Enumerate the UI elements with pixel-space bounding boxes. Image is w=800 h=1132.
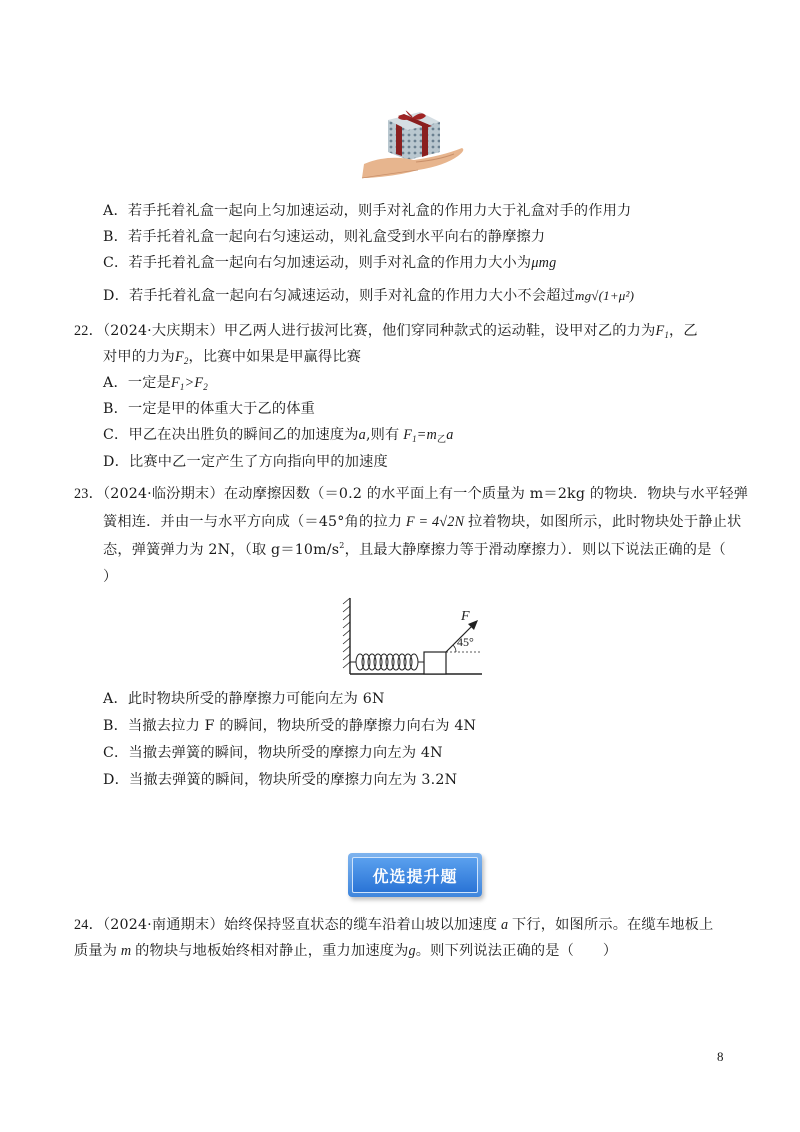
wall-hatching (343, 598, 350, 668)
block (424, 652, 446, 674)
q23-option-b: B．当撤去拉力 F 的瞬间，物块所受的静摩擦力向右为 4N (103, 718, 477, 734)
formula-mu-mg: μmg (531, 255, 557, 271)
q24-stem-line1: 24．（2024·南通期末）始终保持竖直状态的缆车沿着山坡以加速度 a 下行，如图所示。在缆车地板上 (74, 917, 714, 933)
q21-option-c: C．若手托着礼盒一起向右匀加速运动，则手对礼盒的作用力大小为μmg (103, 255, 557, 271)
q22-option-b: B．一定是甲的体重大于乙的体重 (103, 401, 316, 417)
q21-option-a: A．若手托着礼盒一起向上匀加速运动，则手对礼盒的作用力大于礼盒对手的作用力 (103, 203, 632, 219)
q22-option-d: D．比赛中乙一定产生了方向指向甲的加速度 (103, 454, 388, 470)
q22-option-c: C．甲乙在决出胜负的瞬间乙的加速度为a,则有 $F_1=m_乙a$ (103, 427, 454, 445)
q23-stem-line4: ） (103, 569, 118, 585)
q23-stem-line3: 态，弹簧弹力为 2N，（取 $g=10m/s^2$，且最大静摩擦力等于滑动摩擦力）．则以下说法正确的是（ (103, 541, 726, 558)
question-number: 22． (74, 323, 103, 339)
q23-stem-line2: 簧相连．并由一与水平方向成（＝45°角的拉力 F = 4√2N 拉着物块，如图所示，此时物块处于静止状 (103, 514, 742, 530)
question-number: 23． (74, 486, 103, 502)
q23-option-a: A．此时物块所受的静摩擦力可能向左为 6N (103, 691, 385, 707)
q23-option-d: D．当撤去弹簧的瞬间，物块所受的摩擦力向左为 3.2N (103, 772, 458, 788)
angle-arc (453, 645, 456, 652)
force-label: F (461, 609, 470, 624)
q24-stem-line2: 质量为 m 的物块与地板始终相对静止，重力加速度为g。则下列说法正确的是（ ） (74, 943, 618, 959)
gift-box-hand-image (358, 108, 468, 180)
section-banner-label: 优选提升题 (352, 857, 478, 893)
q22-stem-line2: 对甲的力为$F_2$，比赛中如果是甲赢得比赛 (103, 349, 362, 366)
question-number: 24． (74, 917, 103, 933)
q22-option-a: A．一定是$F_1>F_2$ (103, 375, 208, 392)
q22-stem-line1: 22．（2024·大庆期末）甲乙两人进行拔河比赛，他们穿同种款式的运动鞋，设甲对乙的力为$F_1$，乙 (74, 323, 698, 340)
page-number: 8 (717, 1049, 724, 1064)
q21-option-d: D．若手托着礼盒一起向右匀减速运动，则手对礼盒的作用力大小不会超过mg√(1+μ²) (103, 288, 635, 304)
q23-option-c: C．当撤去弹簧的瞬间，物块所受的摩擦力向左为 4N (103, 745, 443, 761)
spring-coil (350, 654, 424, 670)
q23-stem-line1: 23．（2024·临汾期末）在动摩擦因数（＝0.2 的水平面上有一个质量为 m＝2kg 的物块．物块与水平轻弹 (74, 486, 749, 502)
spring-block-diagram (340, 594, 490, 680)
q21-option-b: B．若手托着礼盒一起向右匀速运动，则礼盒受到水平向右的静摩擦力 (103, 229, 546, 245)
angle-label: 45° (457, 635, 474, 649)
formula-mg-sqrt: mg√(1+μ²) (574, 288, 635, 303)
section-banner (348, 853, 482, 897)
